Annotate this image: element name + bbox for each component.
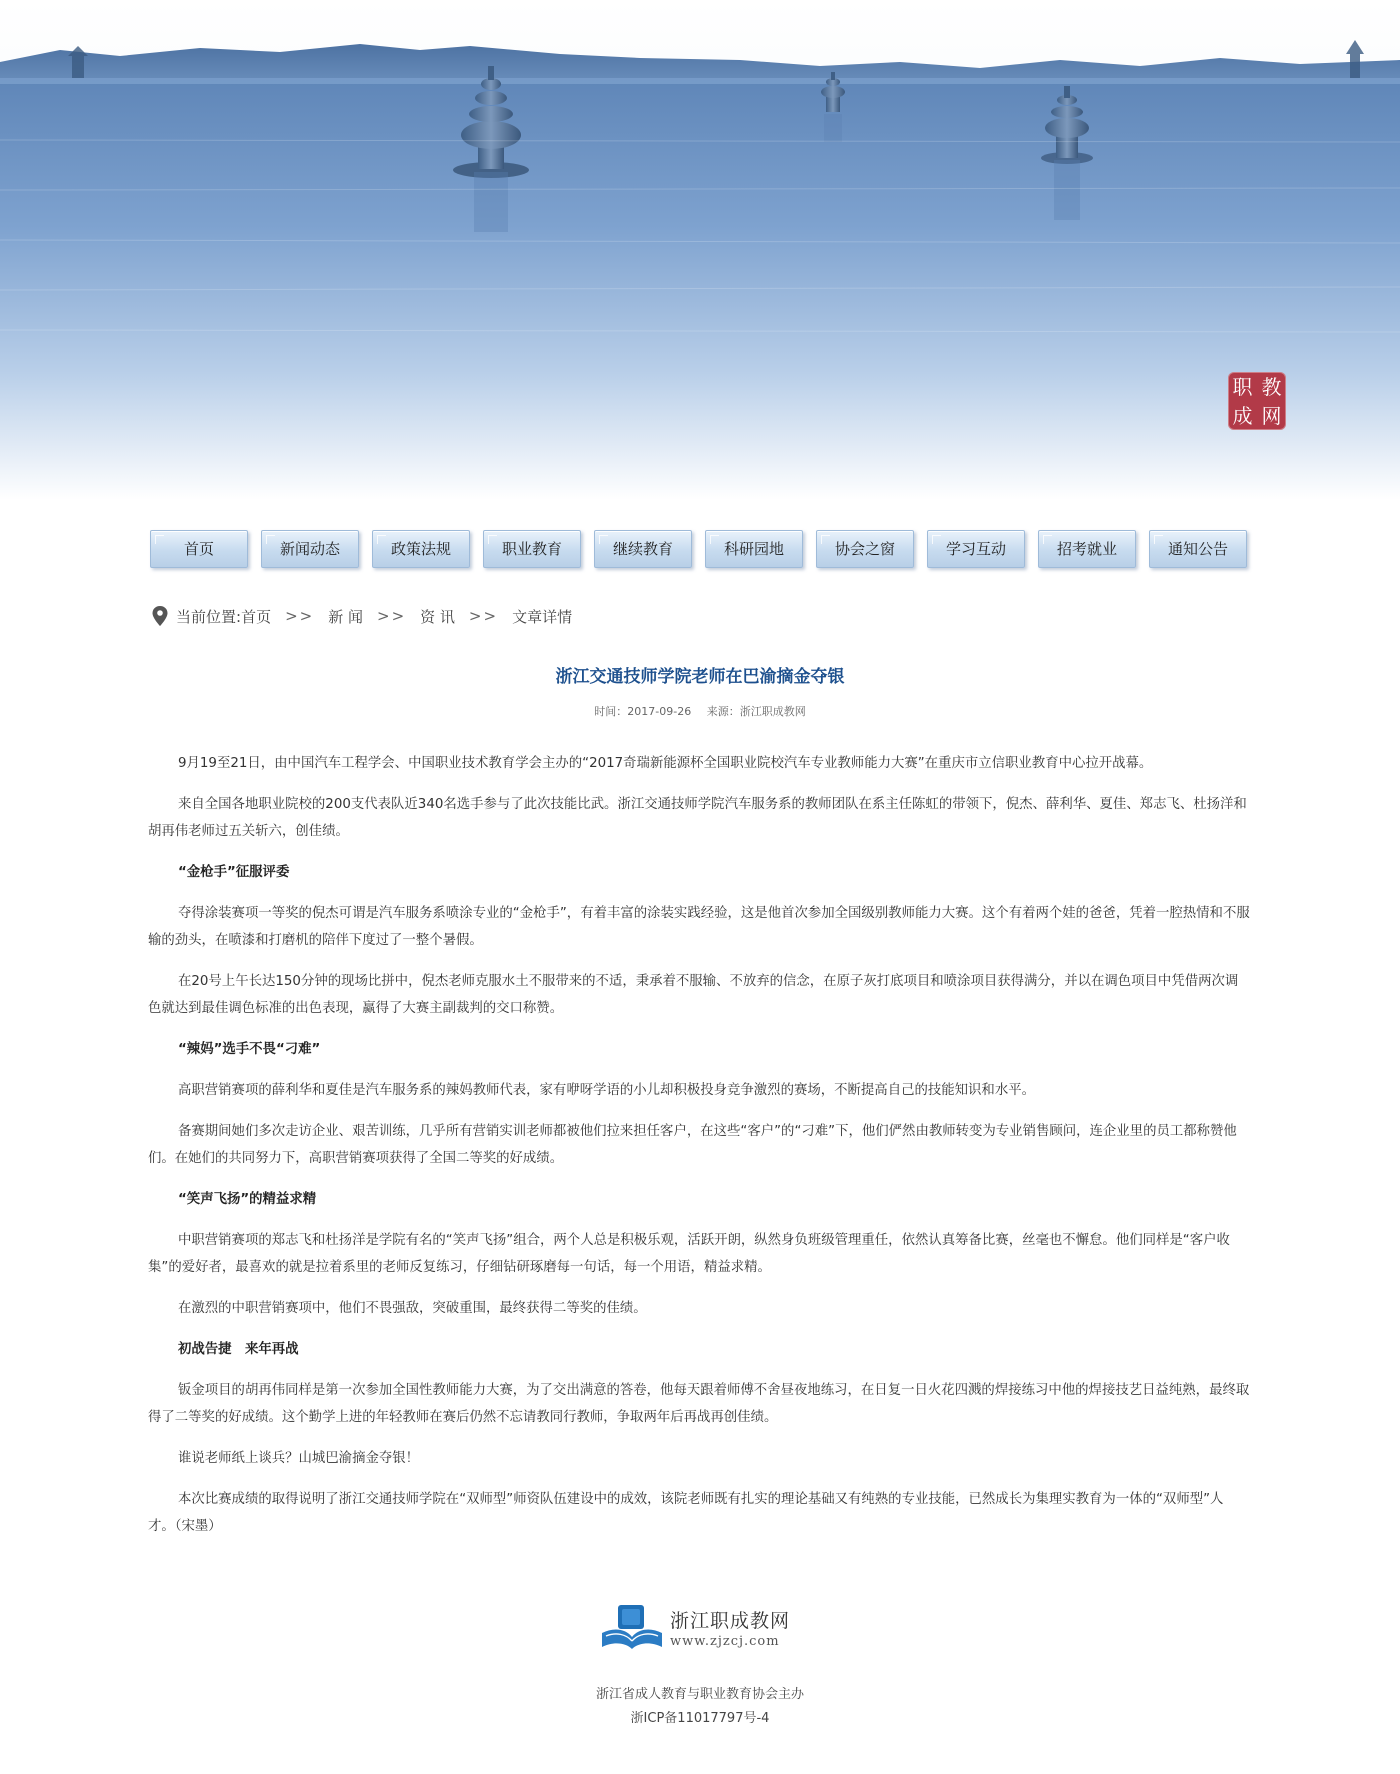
article-subheading: “辣妈”选手不畏“刁难” (178, 1042, 321, 1057)
article-paragraph: 高职营销赛项的薛利华和夏佳是汽车服务系的辣妈教师代表，家有咿呀学语的小儿却积极投身竞争激烈的赛场，不断提高自己的技能知识和水平。 (178, 1083, 1035, 1098)
book-logo-icon (600, 1603, 664, 1651)
footer-logo-name: 浙江职成教网 (670, 1610, 791, 1632)
article-paragraph: 在20号上午长达150分钟的现场比拼中，倪杰老师克服水土不服带来的不适，秉承着不服输、不放弃的信念，在原子灰打底项目和喷涂项目获得满分，并以在调色项目中凭借两次调色就达到最佳调色标准的出色表现，赢得了大赛主副裁判的交口称赞。 (148, 974, 1239, 1016)
nav-item-vocational[interactable]: 职业教育 (483, 530, 581, 568)
footer-logo-url: www.zjzcj.com (670, 1634, 780, 1649)
footer-icp-link[interactable]: 浙ICP备11017797号-4 (630, 1711, 770, 1726)
article-title: 浙江交通技师学院老师在巴渝摘金夺银 (555, 667, 845, 687)
nav-item-policy[interactable]: 政策法规 (372, 530, 470, 568)
article-paragraph: 来自全国各地职业院校的200支代表队近340名选手参与了此次技能比武。浙江交通技师学院汽车服务系的教师团队在系主任陈虹的带领下，倪杰、薛利华、夏佳、郑志飞、杜扬洋和胡再伟老师过五关斩六，创佳绩。 (148, 797, 1247, 839)
breadcrumb (152, 603, 586, 629)
nav-item-association[interactable]: 协会之窗 (816, 530, 914, 568)
article-paragraph: 中职营销赛项的郑志飞和杜扬洋是学院有名的“笑声飞扬”组合，两个人总是积极乐观，活跃开朗，纵然身负班级管理重任，依然认真筹备比赛，丝毫也不懈怠。他们同样是“客户收集”的爱好者，最喜欢的就是拉着系里的老师反复练习，仔细钻研琢磨每一句话，每一个用语，精益求精。 (148, 1233, 1230, 1275)
footer-logo[interactable] (600, 1603, 800, 1653)
breadcrumb-prefix: 当前位置: (176, 607, 242, 626)
breadcrumb-separator: >> (377, 607, 407, 625)
article-subheading: “笑声飞扬”的精益求精 (178, 1192, 317, 1207)
nav-item-learning[interactable]: 学习互动 (927, 530, 1025, 568)
breadcrumb-current: 文章详情 (512, 607, 573, 626)
breadcrumb-info-link[interactable]: 资 讯 (420, 607, 455, 626)
article-source: 来源：浙江职成教网 (706, 705, 806, 718)
article-body (148, 750, 1250, 1554)
article-paragraph: 夺得涂装赛项一等奖的倪杰可谓是汽车服务系喷涂专业的“金枪手”，有着丰富的涂装实践经验，这是他首次参加全国级别教师能力大赛。这个有着两个娃的爸爸，凭着一腔热情和不服输的劲头，在喷漆和打磨机的陪伴下度过了一整个暑假。 (148, 906, 1250, 948)
breadcrumb-separator: >> (468, 607, 499, 625)
article-subheading: 初战告捷 来年再战 (178, 1342, 299, 1357)
west-lake-scenery-image (0, 0, 1400, 500)
breadcrumb-news-link[interactable]: 新 闻 (328, 607, 363, 626)
nav-item-research[interactable]: 科研园地 (705, 530, 803, 568)
header-banner (0, 0, 1400, 500)
nav-item-news[interactable]: 新闻动态 (261, 530, 359, 568)
article-paragraph: 谁说老师纸上谈兵？山城巴渝摘金夺银！ (178, 1451, 420, 1466)
site-seal-logo: 职 教 成 网 (1228, 372, 1286, 430)
article-meta (150, 703, 1250, 719)
main-nav (150, 530, 1250, 568)
footer-organizer: 浙江省成人教育与职业教育协会主办 (595, 1687, 804, 1702)
article-paragraph: 备赛期间她们多次走访企业、艰苦训练，几乎所有营销实训老师都被他们拉来担任客户，在这些“客户”的“刁难”下，他们俨然由教师转变为专业销售顾问，连企业里的员工都称赞他们。在她们的共同努力下，高职营销赛项获得了全国二等奖的好成绩。 (148, 1124, 1237, 1166)
nav-item-home[interactable]: 首页 (150, 530, 248, 568)
breadcrumb-separator: >> (285, 607, 315, 625)
article-time: 时间：2017-09-26 (594, 705, 692, 718)
nav-item-notices[interactable]: 通知公告 (1149, 530, 1247, 568)
breadcrumb-home-link[interactable]: 首页 (241, 607, 272, 626)
article-paragraph: 9月19至21日，由中国汽车工程学会、中国职业技术教育学会主办的“2017奇瑞新能源杯全国职业院校汽车专业教师能力大赛”在重庆市立信职业教育中心拉开战幕。 (178, 756, 1153, 771)
nav-item-exams-jobs[interactable]: 招考就业 (1038, 530, 1136, 568)
article-paragraph: 钣金项目的胡再伟同样是第一次参加全国性教师能力大赛，为了交出满意的答卷，他每天跟着师傅不舍昼夜地练习，在日复一日火花四溅的焊接练习中他的焊接技艺日益纯熟，最终取得了二等奖的好成绩。这个勤学上进的年轻教师在赛后仍然不忘请教同行教师，争取两年后再战再创佳绩。 (148, 1383, 1250, 1425)
article-subheading: “金枪手”征服评委 (178, 865, 290, 880)
location-pin-icon (152, 606, 168, 626)
article-paragraph: 本次比赛成绩的取得说明了浙江交通技师学院在“双师型”师资队伍建设中的成效，该院老师既有扎实的理论基础又有纯熟的专业技能，已然成长为集理实教育为一体的“双师型”人才。（宋墨） (148, 1492, 1224, 1534)
article-paragraph: 在激烈的中职营销赛项中，他们不畏强敌，突破重围，最终获得二等奖的佳绩。 (178, 1301, 647, 1316)
nav-item-continuing[interactable]: 继续教育 (594, 530, 692, 568)
